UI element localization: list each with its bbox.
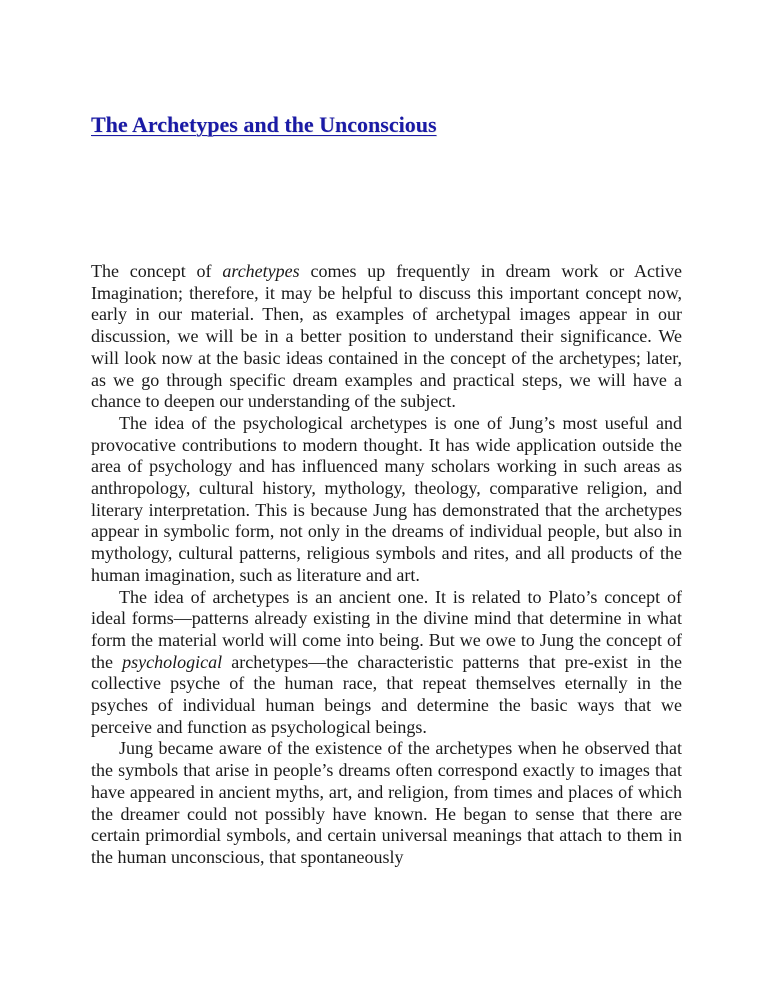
- paragraph-4: Jung became aware of the existence of the archetypes when he observed that the symbols that arise in people’s dreams often correspond exactly to images that have appeared in ancient myths, art, and religion, from times and places of which the dreamer could not possibly have known. He began to sense that there are certain primordial symbols, and certain universal meanings that attach to them in the human unconscious, that spontaneously: [91, 738, 682, 867]
- chapter-title-link[interactable]: The Archetypes and the Unconscious: [91, 112, 437, 137]
- paragraph-3-text-b: archetypes—the characteristic patterns that pre-exist in the collective psyche of the human race, that repeat themselves eternally in the psyches of individual human beings and determine the basic ways that we perceive and function as psychological beings.: [91, 651, 682, 737]
- paragraph-1-emphasis: archetypes: [222, 261, 300, 281]
- paragraph-3-text-a: The idea of archetypes is an ancient one. It is related to Plato’s concept of ideal forms—patterns already existing in the divine mind that determine in what form the material world will come into being. But we owe to Jung the concept of the: [91, 586, 682, 672]
- paragraph-2: The idea of the psychological archetypes is one of Jung’s most useful and provocative contributions to modern thought. It has wide application outside the area of psychology and has influenced many scholars working in such areas as anthropology, cultural history, mythology, theology, comparative religion, and literary interpretation. This is because Jung has demonstrated that the archetypes appear in symbolic form, not only in the dreams of individual people, but also in mythology, cultural patterns, religious symbols and rites, and all products of the human imagination, such as literature and art.: [91, 412, 682, 585]
- paragraph-3: [91, 587, 682, 739]
- paragraph-3-emphasis: psychological: [122, 651, 223, 672]
- paragraph-1-text-a: The concept of: [91, 261, 223, 281]
- paragraph-1: [91, 261, 682, 413]
- body-text: [91, 261, 682, 869]
- paragraph-1-text-b: comes up frequently in dream work or Active Imagination; therefore, it may be helpful to discuss this important concept now, early in our material. Then, as examples of archetypal images appear in our discussion, we will be in a better position to understand their significance. We will look now at the basic ideas contained in the concept of the archetypes; later, as we go through specific dream examples and practical steps, we will have a chance to deepen our understanding of the subject.: [91, 261, 682, 412]
